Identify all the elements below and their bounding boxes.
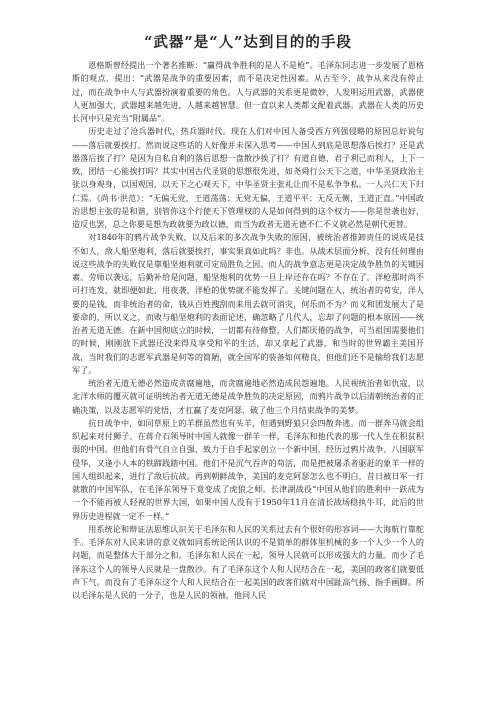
paragraph: 统治者无道无德必然造成贪腐遍地，而贪腐遍地必然造成民怨遍地。人民视统治者如仇寇，以北洋水师的覆灭就可证明统治者无道无德是战争胜负的决定原因，而鸦片战争以后清朝统治者的正确决策，以及志愿军的党悟，才扛赢了麦克阿瑟，破了他三个月结束战争的美梦。 — [72, 378, 424, 415]
paragraph: 对1840年的鸦片战争失败，以及后来的多次战争失败的原因，被统治者推卸责任的说成是技不如人，敌人船坚炮利，落后就要挨打，事实果真如此吗？非也。从战术层面分析，没有任何理由说这些战争的失败仅是靠船坚炮利就可定局胜负之因。而人的战争意志更是决定战争胜负的关键因素。劳师以袭远，后勤补给是问题，船坚炮利的优势一旦上岸还存在吗？不存在了。洋枪那时尚不可打连发，就即便如此，用夜袭，洋枪的优势就不能发挥了。关键问题在人，统治者的苟安，洋人要的是钱，而非统治者的命，钱从百姓搜刮而来用去就可消灾，何乐而不为？而义和团发展大了是要命的，所以义之，而败与船坚炮利的表面论述，确忽略了几代人，忘却了问题的根本原因——统治者无道无德。在新中国彻底立的时候，一切都有待修整，人们都厌倦的战争，可当祖国需要他们的时候，刚刚放下武器还没来得及享受和平的生活，却又拿起了武器，和当时的世界霸主美国开战，当时我们的志愿军武器是何等的简陋，就全国军的装备如何精良，但他们还不是输给我们志愿军了。 — [72, 232, 424, 375]
document-body — [72, 59, 424, 602]
paragraph: 历史走过了沧兵器时代，热兵器时代。现在人们对中国人备受西方列强侵略的原因总好说句——落后就要挨打。然而说这些话的人好像并未深入思考——中国人到底是思想落后挨打？还是武器落后挨了打？是因为自私自利的落后思想一盘散沙挨了打？有道自德，君子利己而利人，上下一致，团结一心能挨打吗？其实中国古代圣贤的思想很先进，如尧舜行公天下之道，中华圣贤政治主张以身观身，以国观国，以天下之心观天下，中华圣贤主张礼让而不是私争争私。一人兴仁天下归仁焉。《尚书·洪范》：“无偏无党，王道荡荡；无党无偏，王道平平；无反无侧，王道正直。”中国政治思想主张的是和谐，别管你这个行使天下管理权的人是如何得到的这个权力——你是世袭也好，造反也罢，总之你要是想为政就要为政以德，而当为政者无道无德不仁不义就必然是朝代更替。 — [72, 126, 424, 229]
paragraph: 用系统论和辩证法思维认识关于毛泽东和人民的关系过去有个很好的形容词——大海航行靠舵手。毛泽东对人民来讲的意义就如同系统论所认识的不是简单的群体里机械的多一个人少一个人的问题，而是整体大于部分之和。毛泽东和人民在一起，领导人民就可以形成强大的力量。而少了毛泽东这个人的领导人民就是一盘散沙。有了毛泽东这个人和人民结合在一起，美国的政客们就要低声下气。而没有了毛泽东这个人和人民结合在一起美国的政客们就对中国趾高气扬、指手画脚。所以毛泽东是人民的一分子，也是人民的领袖，他同人民 — [72, 523, 424, 600]
paragraph: 抗日战争中，如同草原上的羊群虽然也有头羊，但遇到野狼只会四散奔逃。而一群奔马就会组织起来对付狮子。在蒋介石领导时中国人就像一群羊一样，毛泽东和他代表的那一代人生在积贫积弱的中国。但他们有骨气自立自强，致力于自手起家创立一个新中国，经历过鸦片战争、八国联军侵华，又逢小人本的铁蹄践踏中国。他们不是沉气吞声的苟活，而是把被屠杀者驱赶的象羊一样的国人组织起来，进行了敌后抗战。再到朝鲜战争，美国的麦克阿瑟怎么也不明白，昔日被日军一打就散的中国军队，在毛泽东领导下竟变成了虎狼之师。长津湖战役“中国从他们的胜利中一跃成为一个不能再被人轻视的世界大国，如果中国人没有于1950年11月在清长战场稳执牛耳，此后的世界历史进程就一定不一样。” — [72, 417, 424, 521]
document-title: “武器”是“人”达到目的的手段 — [144, 34, 352, 51]
paragraph: 恩格斯曾经提出一个著名推断：“赢得战争胜利的是人不是枪”。毛泽东同志进一步发展了恩格斯的观点，提出：“武器是战争的重要因素，而不是决定性因素。从古至今，战争从来没有停止过，而在战争中人与武器扮演着重要的角色。人与武器的关系更是微妙，人发明运用武器，武器使人更加强大，武器越来越先进，人越来越智慧。但一直以来人类都文配着武器。武器在人类的历史长河中只是充当“附属品”。 — [72, 60, 424, 123]
